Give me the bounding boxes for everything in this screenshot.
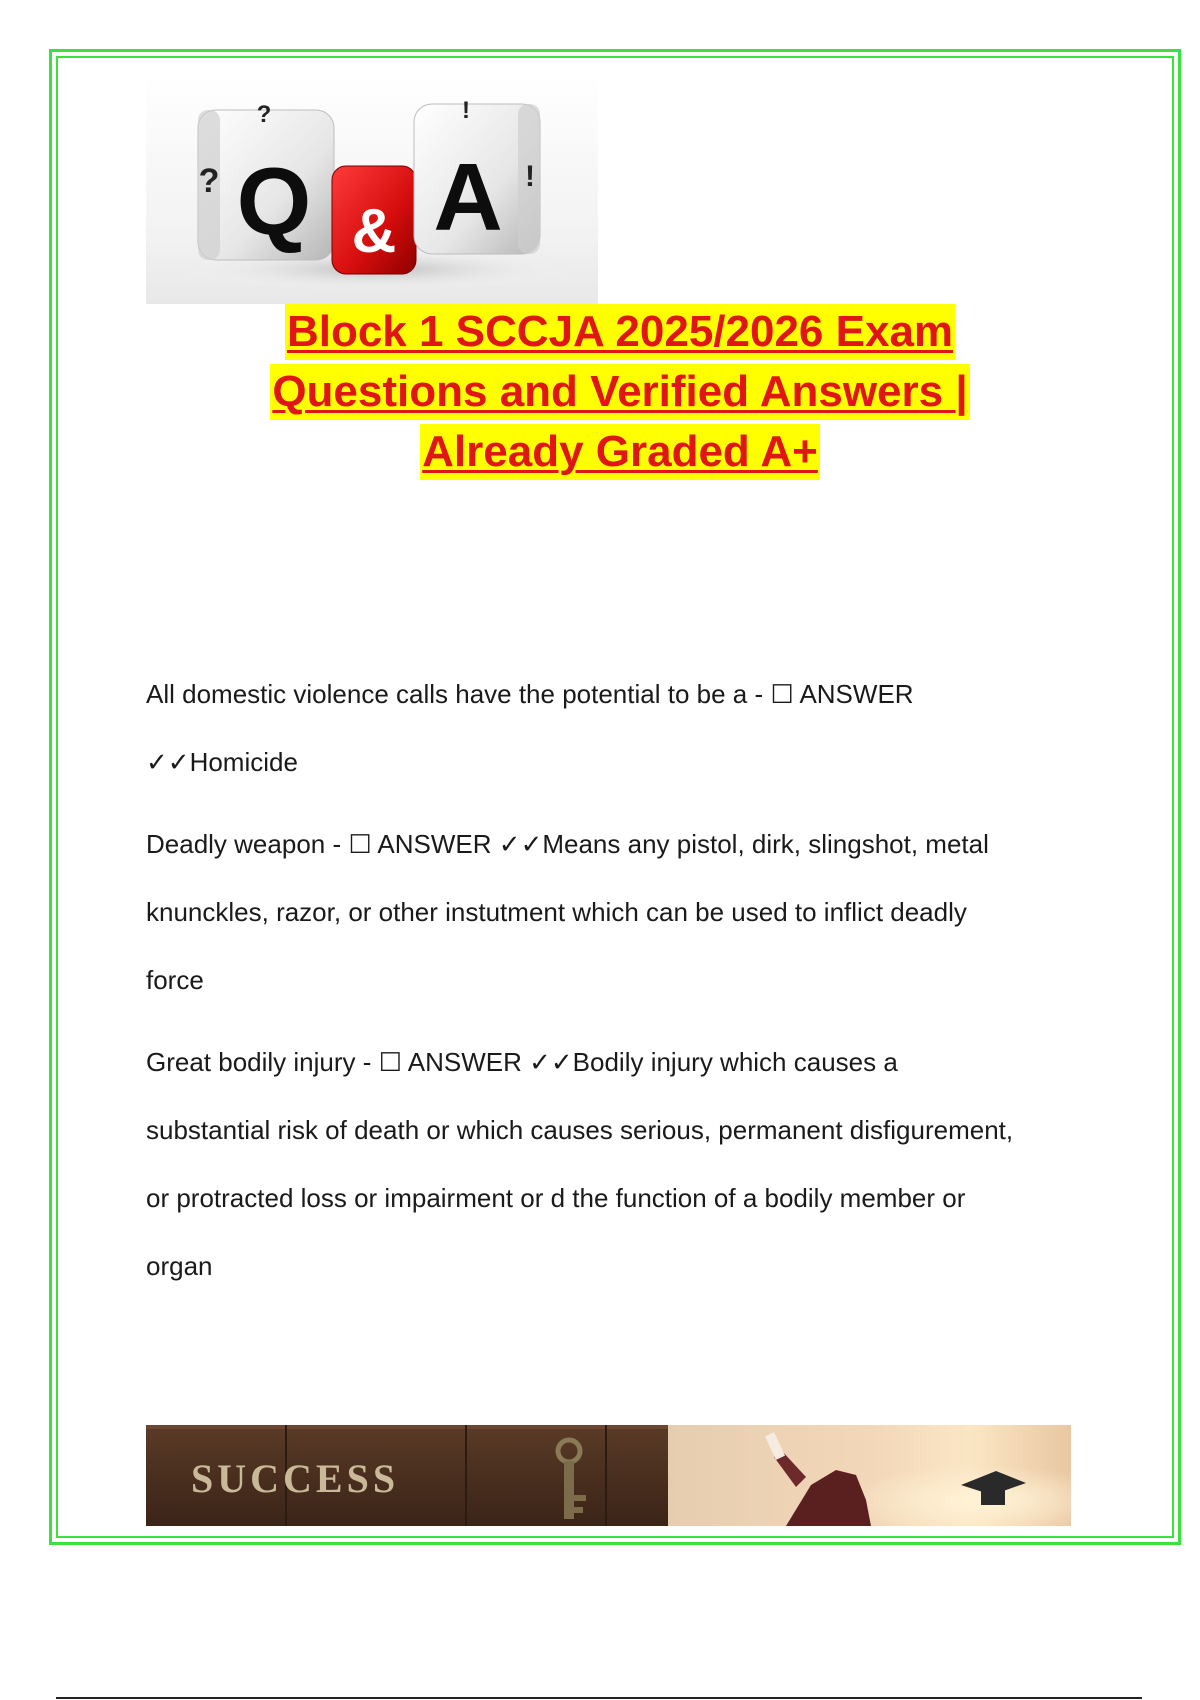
qa-item-domestic-violence <box>146 660 1106 796</box>
banner-success-word: SUCCESS <box>191 1456 400 1501</box>
qa-text-line: Great bodily injury - ☐ ANSWER ✓✓Bodily injury which causes a <box>146 1047 898 1077</box>
qa-text-line: organ <box>146 1251 213 1281</box>
die-right-side-mark: ! <box>525 160 535 193</box>
title-line-2: Questions and Verified Answers | <box>270 364 969 420</box>
qa-text-line: or protracted loss or impairment or d the function of a bodily member or <box>146 1183 966 1213</box>
die-left-top-mark: ? <box>256 101 272 128</box>
title-line-3: Already Graded A+ <box>420 424 820 480</box>
die-left-letter: Q <box>236 148 312 255</box>
success-banner-illustration <box>146 1425 1071 1526</box>
qa-text-line: Deadly weapon - ☐ ANSWER ✓✓Means any pistol, dirk, slingshot, metal <box>146 829 989 859</box>
qa-text-line: All domestic violence calls have the potential to be a - ☐ ANSWER <box>146 679 914 709</box>
success-banner-image <box>146 1425 1071 1526</box>
qa-text-line: knunckles, razor, or other instutment which can be used to inflict deadly <box>146 897 967 927</box>
qa-dice-logo <box>146 74 598 304</box>
qa-text-line: ✓✓Homicide <box>146 747 298 777</box>
die-middle-symbol: & <box>351 197 397 266</box>
qa-item-deadly-weapon <box>146 810 1106 1014</box>
document-title <box>180 300 1060 480</box>
die-right <box>414 97 540 254</box>
die-middle <box>332 166 416 274</box>
qa-dice-illustration <box>146 74 598 304</box>
title-line-1: Block 1 SCCJA 2025/2026 Exam <box>285 304 955 360</box>
qa-item-great-bodily-injury <box>146 1028 1106 1300</box>
qa-text-line: force <box>146 965 204 995</box>
qa-section <box>146 660 1106 1314</box>
die-left-side-mark: ? <box>198 162 220 200</box>
qa-text-line: substantial risk of death or which causes serious, permanent disfigurement, <box>146 1115 1014 1145</box>
die-left <box>198 101 334 260</box>
die-right-letter: A <box>433 144 503 251</box>
footer-divider <box>56 1697 1142 1699</box>
die-right-top-mark: ! <box>462 97 470 124</box>
